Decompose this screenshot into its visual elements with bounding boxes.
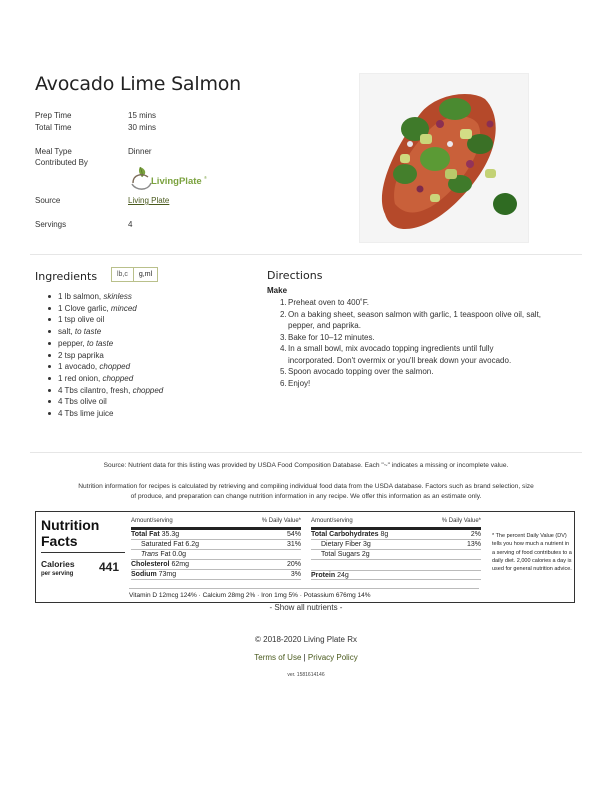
per-serving-label: per serving [41, 571, 74, 577]
nutrient-row: Dietary Fiber 3g 13% [311, 540, 481, 550]
nutrition-right-column [311, 518, 481, 580]
nutrient-row: Total Carbohydrates 8g 2% [311, 531, 481, 538]
source-label: Source [35, 196, 61, 205]
calories-value: 441 [99, 560, 120, 574]
section-divider [30, 254, 582, 255]
logo-trademark: ® [204, 175, 207, 180]
nutrition-facts-title: Nutrition Facts [41, 517, 100, 549]
ingredient-list [48, 291, 248, 420]
daily-value-header: % Daily Value* [441, 518, 481, 524]
contributed-by-label: Contributed By [35, 158, 88, 167]
ingredient-item: 1 red onion, chopped [48, 373, 248, 385]
nutrient-row: Trans Fat 0.0g [131, 550, 301, 560]
daily-value-note: * The percent Daily Value (DV) tells you how much a nutrient in a serving of food contributes to a daily diet. 2,000 calories a day is used for general nutrition advice. [492, 533, 572, 573]
direction-step: 3. Bake for 10–12 minutes. [280, 332, 375, 342]
ingredients-heading: Ingredients [35, 270, 98, 283]
meal-type-label: Meal Type [35, 147, 72, 156]
ingredient-item: 1 tsp olive oil [48, 314, 248, 326]
nutrition-calculation-note: Nutrition information for recipes is calculated by retrieving and compiling individual food data from the USDA database. Factors such as brand selection, size of produce, and preparation can change nutrition information in any recipe. We offer this information as an estimate only. [78, 483, 534, 500]
micronutrients-line: Vitamin D 12mcg 124% · Calcium 28mg 2% · Iron 1mg 5% · Potassium 676mg 14% [129, 588, 479, 599]
servings-value: 4 [128, 220, 133, 229]
prep-time-label: Prep Time [35, 111, 72, 120]
nutrient-row: Total Fat 35.3g 54% [131, 531, 301, 538]
nutrient-row: Sodium 73mg 3% [131, 571, 301, 578]
daily-value-header: % Daily Value* [261, 518, 301, 524]
nutrient-row: Protein 24g [311, 570, 481, 580]
nutrient-row: Total Sugars 2g [311, 550, 481, 560]
ingredient-item: 4 Tbs lime juice [48, 408, 248, 420]
nutrition-left-column [131, 518, 301, 580]
ingredient-item: 4 Tbs olive oil [48, 396, 248, 408]
section-divider [30, 452, 582, 453]
recipe-photo [359, 73, 529, 243]
prep-time-value: 15 mins [128, 111, 157, 120]
directions-heading: Directions [267, 269, 323, 282]
copyright-text: © 2018-2020 Living Plate Rx [255, 635, 357, 644]
nutrition-divider [41, 552, 125, 553]
unit-imperial-button[interactable]: lb,c [117, 271, 128, 278]
version-text: ver. 1581614146 [287, 672, 325, 678]
ingredient-item: salt, to taste [48, 326, 248, 338]
living-plate-logo[interactable] [130, 164, 210, 192]
privacy-policy-link[interactable]: Privacy Policy [307, 653, 358, 662]
nutrient-row: Saturated Fat 6.2g 31% [131, 540, 301, 550]
direction-step: 6. Enjoy! [280, 378, 311, 388]
servings-label: Servings [35, 220, 67, 229]
direction-step: 1. Preheat oven to 400˚F. [280, 298, 369, 307]
total-time-value: 30 mins [128, 123, 157, 132]
ingredient-item: 2 tsp paprika [48, 350, 248, 362]
usda-source-note: Source: Nutrient data for this listing was provided by USDA Food Composition Database. Each "~" indicates a missing or incomplete value. [103, 462, 509, 469]
ingredient-item: 1 avocado, chopped [48, 361, 248, 373]
logo-wordmark: LivingPlate [151, 176, 202, 187]
directions-subheading: Make [267, 286, 288, 295]
total-time-label: Total Time [35, 123, 72, 132]
nutrition-facts-panel [35, 511, 575, 603]
ingredient-item: 1 lb salmon, skinless [48, 291, 248, 303]
unit-toggle[interactable] [111, 267, 158, 282]
amount-serving-header: Amount/serving [311, 518, 353, 524]
amount-serving-header: Amount/serving [131, 518, 173, 524]
calories-label: Calories [41, 559, 75, 569]
terms-of-use-link[interactable]: Terms of Use [254, 653, 302, 662]
source-link[interactable]: Living Plate [128, 196, 170, 205]
living-plate-leaf-icon [130, 164, 210, 192]
nutrient-row: Cholesterol 62mg 20% [131, 561, 301, 568]
ingredient-item: pepper, to taste [48, 338, 248, 350]
direction-steps [280, 297, 580, 389]
ingredient-item: 4 Tbs cilantro, fresh, chopped [48, 385, 248, 397]
ingredient-item: 1 Clove garlic, minced [48, 303, 248, 315]
unit-metric-button[interactable]: g,ml [133, 268, 157, 281]
nutrient-row-spacer [311, 560, 481, 570]
show-all-nutrients-link[interactable]: - Show all nutrients - [269, 603, 343, 612]
direction-step: 2. On a baking sheet, season salmon with garlic, 1 teaspoon olive oil, salt, pepper, and paprika. [280, 309, 542, 330]
legal-links [0, 653, 612, 662]
meal-type-value: Dinner [128, 147, 152, 156]
recipe-title: Avocado Lime Salmon [35, 73, 242, 95]
direction-step: 5. Spoon avocado topping over the salmon. [280, 367, 434, 376]
direction-step: 4. In a small bowl, mix avocado topping ingredients until fully incorporated. Don't overmix or you'll break down your avocado. [280, 344, 512, 365]
legal-separator: | [301, 653, 308, 662]
